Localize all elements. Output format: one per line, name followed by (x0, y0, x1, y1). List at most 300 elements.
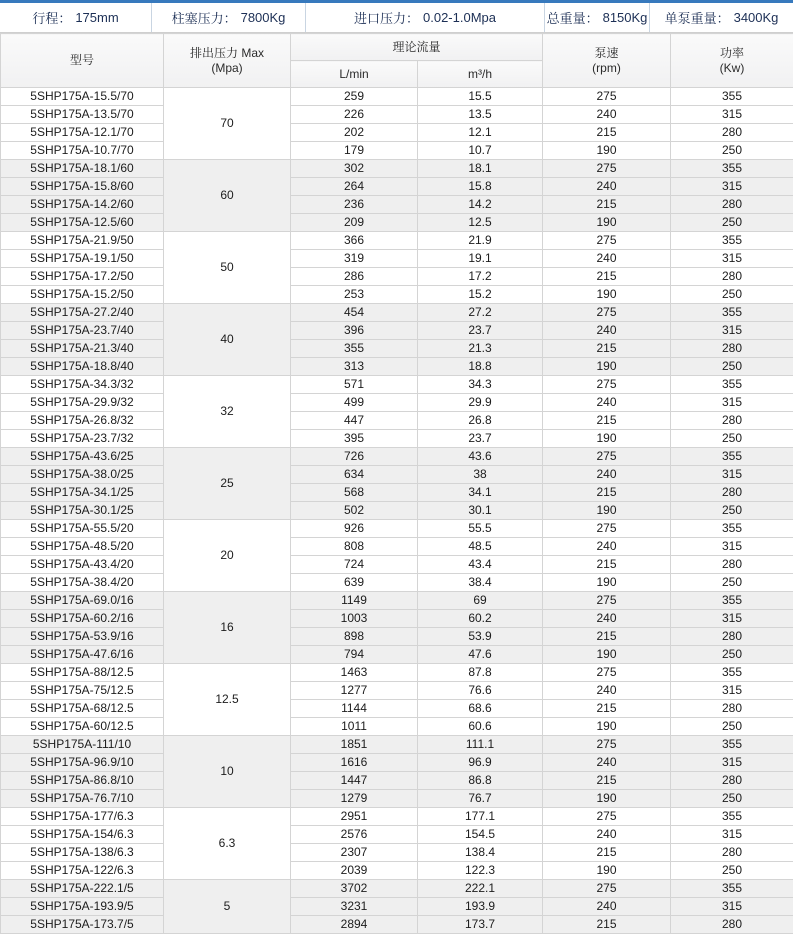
flow-lmin-cell: 396 (291, 322, 418, 340)
speed-cell: 190 (543, 646, 671, 664)
flow-m3h-cell: 154.5 (418, 826, 543, 844)
model-cell: 5SHP175A-38.4/20 (1, 574, 164, 592)
flow-lmin-cell: 1003 (291, 610, 418, 628)
model-cell: 5SHP175A-96.9/10 (1, 754, 164, 772)
speed-cell: 275 (543, 88, 671, 106)
flow-m3h-cell: 23.7 (418, 430, 543, 448)
speed-cell: 275 (543, 232, 671, 250)
model-cell: 5SHP175A-55.5/20 (1, 520, 164, 538)
flow-lmin-cell: 2576 (291, 826, 418, 844)
power-cell: 355 (671, 232, 793, 250)
power-cell: 280 (671, 340, 793, 358)
speed-cell: 240 (543, 610, 671, 628)
speed-cell: 240 (543, 394, 671, 412)
table-row (1, 628, 793, 646)
model-cell: 5SHP175A-69.0/16 (1, 592, 164, 610)
power-cell: 355 (671, 160, 793, 178)
flow-m3h-cell: 17.2 (418, 268, 543, 286)
flow-m3h-cell: 138.4 (418, 844, 543, 862)
col-header-line2: (rpm) (592, 60, 621, 75)
table-header (1, 34, 793, 88)
table-row (1, 448, 793, 466)
model-cell: 5SHP175A-68/12.5 (1, 700, 164, 718)
flow-m3h-cell: 48.5 (418, 538, 543, 556)
table-row (1, 88, 793, 106)
flow-lmin-cell: 355 (291, 340, 418, 358)
speed-cell: 215 (543, 844, 671, 862)
flow-m3h-cell: 34.1 (418, 484, 543, 502)
table-row (1, 862, 793, 880)
table-row (1, 214, 793, 232)
table-row (1, 268, 793, 286)
table-row (1, 610, 793, 628)
speed-cell: 215 (543, 628, 671, 646)
model-cell: 5SHP175A-47.6/16 (1, 646, 164, 664)
flow-m3h-cell: 38.4 (418, 574, 543, 592)
col-header-line1: 泵速 (594, 45, 619, 60)
flow-lmin-cell: 264 (291, 178, 418, 196)
power-cell: 315 (671, 826, 793, 844)
model-cell: 5SHP175A-13.5/70 (1, 106, 164, 124)
table-row (1, 484, 793, 502)
pressure-cell: 10 (164, 736, 291, 808)
flow-lmin-cell: 898 (291, 628, 418, 646)
power-cell: 315 (671, 610, 793, 628)
flow-m3h-cell: 26.8 (418, 412, 543, 430)
speed-cell: 240 (543, 466, 671, 484)
flow-lmin-cell: 236 (291, 196, 418, 214)
speed-cell: 240 (543, 898, 671, 916)
power-cell: 280 (671, 484, 793, 502)
flow-m3h-cell: 76.6 (418, 682, 543, 700)
info-item-plunger-pressure (152, 3, 306, 32)
col-header-discharge-pressure (164, 34, 291, 88)
flow-lmin-cell: 1144 (291, 700, 418, 718)
speed-cell: 215 (543, 340, 671, 358)
model-cell: 5SHP175A-19.1/50 (1, 250, 164, 268)
flow-m3h-cell: 68.6 (418, 700, 543, 718)
col-header-line1: 排出压力 Max (189, 45, 264, 60)
model-cell: 5SHP175A-60/12.5 (1, 718, 164, 736)
table-row (1, 322, 793, 340)
table-row (1, 754, 793, 772)
model-cell: 5SHP175A-26.8/32 (1, 412, 164, 430)
power-cell: 355 (671, 304, 793, 322)
model-cell: 5SHP175A-177/6.3 (1, 808, 164, 826)
table-row (1, 826, 793, 844)
power-cell: 355 (671, 664, 793, 682)
power-cell: 315 (671, 682, 793, 700)
power-cell: 250 (671, 574, 793, 592)
model-cell: 5SHP175A-21.9/50 (1, 232, 164, 250)
power-cell: 280 (671, 844, 793, 862)
speed-cell: 240 (543, 538, 671, 556)
power-cell: 315 (671, 322, 793, 340)
pump-spec-table (0, 33, 793, 934)
speed-cell: 240 (543, 826, 671, 844)
flow-lmin-cell: 1616 (291, 754, 418, 772)
speed-cell: 215 (543, 484, 671, 502)
power-cell: 315 (671, 538, 793, 556)
power-cell: 355 (671, 808, 793, 826)
flow-m3h-cell: 15.8 (418, 178, 543, 196)
flow-m3h-cell: 18.1 (418, 160, 543, 178)
info-label: 进口压力： (353, 11, 419, 26)
model-cell: 5SHP175A-30.1/25 (1, 502, 164, 520)
model-cell: 5SHP175A-222.1/5 (1, 880, 164, 898)
model-cell: 5SHP175A-43.6/25 (1, 448, 164, 466)
table-row (1, 106, 793, 124)
model-cell: 5SHP175A-86.8/10 (1, 772, 164, 790)
table-row (1, 340, 793, 358)
col-header-line1: 功率 (720, 45, 745, 60)
model-cell: 5SHP175A-27.2/40 (1, 304, 164, 322)
table-row (1, 664, 793, 682)
col-header-m3h: m³/h (418, 61, 543, 88)
power-cell: 315 (671, 178, 793, 196)
power-cell: 250 (671, 286, 793, 304)
col-header-pump-speed (543, 34, 671, 88)
power-cell: 315 (671, 394, 793, 412)
speed-cell: 215 (543, 412, 671, 430)
model-cell: 5SHP175A-15.8/60 (1, 178, 164, 196)
speed-cell: 240 (543, 682, 671, 700)
speed-cell: 275 (543, 304, 671, 322)
table-row (1, 916, 793, 934)
power-cell: 355 (671, 520, 793, 538)
table-row (1, 790, 793, 808)
table-row (1, 178, 793, 196)
model-cell: 5SHP175A-138/6.3 (1, 844, 164, 862)
power-cell: 280 (671, 124, 793, 142)
table-row (1, 646, 793, 664)
power-cell: 355 (671, 88, 793, 106)
speed-cell: 275 (543, 160, 671, 178)
speed-cell: 240 (543, 106, 671, 124)
info-label: 总重量： (546, 11, 599, 26)
info-label: 单泵重量： (664, 11, 730, 26)
flow-m3h-cell: 30.1 (418, 502, 543, 520)
model-cell: 5SHP175A-76.7/10 (1, 790, 164, 808)
flow-m3h-cell: 86.8 (418, 772, 543, 790)
power-cell: 280 (671, 628, 793, 646)
speed-cell: 190 (543, 502, 671, 520)
model-cell: 5SHP175A-12.5/60 (1, 214, 164, 232)
col-header-lmin: L/min (291, 61, 418, 88)
table-row (1, 682, 793, 700)
flow-m3h-cell: 18.8 (418, 358, 543, 376)
pressure-cell: 16 (164, 592, 291, 664)
speed-cell: 215 (543, 556, 671, 574)
power-cell: 280 (671, 412, 793, 430)
model-cell: 5SHP175A-48.5/20 (1, 538, 164, 556)
col-header-power (671, 34, 793, 88)
pressure-cell: 25 (164, 448, 291, 520)
flow-lmin-cell: 2307 (291, 844, 418, 862)
model-cell: 5SHP175A-88/12.5 (1, 664, 164, 682)
model-cell: 5SHP175A-17.2/50 (1, 268, 164, 286)
model-cell: 5SHP175A-29.9/32 (1, 394, 164, 412)
pressure-cell: 70 (164, 88, 291, 160)
model-cell: 5SHP175A-43.4/20 (1, 556, 164, 574)
model-cell: 5SHP175A-15.2/50 (1, 286, 164, 304)
flow-lmin-cell: 2039 (291, 862, 418, 880)
model-cell: 5SHP175A-12.1/70 (1, 124, 164, 142)
power-cell: 315 (671, 250, 793, 268)
speed-cell: 190 (543, 214, 671, 232)
table-row (1, 160, 793, 178)
table-row (1, 880, 793, 898)
power-cell: 280 (671, 916, 793, 934)
flow-lmin-cell: 2951 (291, 808, 418, 826)
table-row (1, 700, 793, 718)
flow-lmin-cell: 1447 (291, 772, 418, 790)
flow-lmin-cell: 794 (291, 646, 418, 664)
table-row (1, 592, 793, 610)
flow-lmin-cell: 395 (291, 430, 418, 448)
table-row (1, 232, 793, 250)
power-cell: 280 (671, 196, 793, 214)
flow-m3h-cell: 53.9 (418, 628, 543, 646)
flow-m3h-cell: 193.9 (418, 898, 543, 916)
speed-cell: 215 (543, 196, 671, 214)
model-cell: 5SHP175A-53.9/16 (1, 628, 164, 646)
power-cell: 250 (671, 862, 793, 880)
flow-m3h-cell: 23.7 (418, 322, 543, 340)
info-label: 行程： (32, 11, 72, 26)
power-cell: 315 (671, 106, 793, 124)
flow-lmin-cell: 808 (291, 538, 418, 556)
speed-cell: 190 (543, 862, 671, 880)
model-cell: 5SHP175A-10.7/70 (1, 142, 164, 160)
speed-cell: 215 (543, 772, 671, 790)
flow-lmin-cell: 1851 (291, 736, 418, 754)
col-header-theoretical-flow: 理论流量 (291, 34, 543, 61)
pressure-cell: 5 (164, 880, 291, 934)
flow-lmin-cell: 1279 (291, 790, 418, 808)
flow-m3h-cell: 111.1 (418, 736, 543, 754)
table-row (1, 718, 793, 736)
speed-cell: 190 (543, 790, 671, 808)
model-cell: 5SHP175A-34.1/25 (1, 484, 164, 502)
speed-cell: 240 (543, 178, 671, 196)
flow-lmin-cell: 1149 (291, 592, 418, 610)
flow-m3h-cell: 87.8 (418, 664, 543, 682)
flow-lmin-cell: 3702 (291, 880, 418, 898)
flow-m3h-cell: 19.1 (418, 250, 543, 268)
model-cell: 5SHP175A-15.5/70 (1, 88, 164, 106)
flow-m3h-cell: 12.1 (418, 124, 543, 142)
flow-m3h-cell: 10.7 (418, 142, 543, 160)
flow-lmin-cell: 319 (291, 250, 418, 268)
model-cell: 5SHP175A-23.7/40 (1, 322, 164, 340)
table-row (1, 772, 793, 790)
power-cell: 250 (671, 142, 793, 160)
speed-cell: 190 (543, 142, 671, 160)
pressure-cell: 60 (164, 160, 291, 232)
flow-lmin-cell: 724 (291, 556, 418, 574)
speed-cell: 190 (543, 430, 671, 448)
model-cell: 5SHP175A-21.3/40 (1, 340, 164, 358)
flow-m3h-cell: 69 (418, 592, 543, 610)
flow-m3h-cell: 177.1 (418, 808, 543, 826)
flow-lmin-cell: 3231 (291, 898, 418, 916)
flow-m3h-cell: 15.2 (418, 286, 543, 304)
pressure-cell: 50 (164, 232, 291, 304)
flow-m3h-cell: 122.3 (418, 862, 543, 880)
pressure-cell: 32 (164, 376, 291, 448)
flow-m3h-cell: 21.3 (418, 340, 543, 358)
power-cell: 250 (671, 646, 793, 664)
speed-cell: 190 (543, 718, 671, 736)
speed-cell: 275 (543, 448, 671, 466)
info-value: 7800Kg (240, 10, 286, 25)
info-value: 175mm (75, 10, 119, 25)
spec-info-bar (0, 0, 793, 33)
flow-m3h-cell: 60.6 (418, 718, 543, 736)
info-item-inlet-pressure (306, 3, 545, 32)
flow-m3h-cell: 96.9 (418, 754, 543, 772)
flow-m3h-cell: 43.6 (418, 448, 543, 466)
flow-lmin-cell: 1011 (291, 718, 418, 736)
flow-lmin-cell: 568 (291, 484, 418, 502)
info-value: 3400Kg (733, 10, 779, 25)
flow-lmin-cell: 366 (291, 232, 418, 250)
table-row (1, 412, 793, 430)
flow-lmin-cell: 259 (291, 88, 418, 106)
table-row (1, 286, 793, 304)
model-cell: 5SHP175A-111/10 (1, 736, 164, 754)
model-cell: 5SHP175A-193.9/5 (1, 898, 164, 916)
power-cell: 250 (671, 502, 793, 520)
speed-cell: 215 (543, 700, 671, 718)
flow-m3h-cell: 60.2 (418, 610, 543, 628)
pressure-cell: 20 (164, 520, 291, 592)
flow-lmin-cell: 726 (291, 448, 418, 466)
model-cell: 5SHP175A-122/6.3 (1, 862, 164, 880)
flow-m3h-cell: 29.9 (418, 394, 543, 412)
info-value: 8150Kg (602, 10, 648, 25)
flow-m3h-cell: 15.5 (418, 88, 543, 106)
power-cell: 250 (671, 358, 793, 376)
speed-cell: 275 (543, 520, 671, 538)
power-cell: 280 (671, 772, 793, 790)
power-cell: 355 (671, 448, 793, 466)
table-row (1, 574, 793, 592)
flow-m3h-cell: 21.9 (418, 232, 543, 250)
table-row (1, 520, 793, 538)
speed-cell: 275 (543, 736, 671, 754)
speed-cell: 215 (543, 916, 671, 934)
power-cell: 280 (671, 700, 793, 718)
flow-lmin-cell: 286 (291, 268, 418, 286)
model-cell: 5SHP175A-75/12.5 (1, 682, 164, 700)
power-cell: 250 (671, 430, 793, 448)
flow-m3h-cell: 27.2 (418, 304, 543, 322)
power-cell: 355 (671, 592, 793, 610)
flow-lmin-cell: 313 (291, 358, 418, 376)
power-cell: 315 (671, 466, 793, 484)
power-cell: 280 (671, 268, 793, 286)
flow-m3h-cell: 222.1 (418, 880, 543, 898)
flow-lmin-cell: 1463 (291, 664, 418, 682)
speed-cell: 275 (543, 664, 671, 682)
flow-lmin-cell: 1277 (291, 682, 418, 700)
table-row (1, 142, 793, 160)
table-row (1, 736, 793, 754)
speed-cell: 275 (543, 592, 671, 610)
flow-m3h-cell: 14.2 (418, 196, 543, 214)
flow-m3h-cell: 12.5 (418, 214, 543, 232)
pressure-cell: 12.5 (164, 664, 291, 736)
power-cell: 315 (671, 898, 793, 916)
power-cell: 355 (671, 880, 793, 898)
flow-m3h-cell: 55.5 (418, 520, 543, 538)
speed-cell: 240 (543, 250, 671, 268)
power-cell: 250 (671, 790, 793, 808)
pressure-cell: 6.3 (164, 808, 291, 880)
flow-lmin-cell: 253 (291, 286, 418, 304)
table-row (1, 124, 793, 142)
table-row (1, 430, 793, 448)
flow-lmin-cell: 226 (291, 106, 418, 124)
flow-m3h-cell: 76.7 (418, 790, 543, 808)
flow-lmin-cell: 502 (291, 502, 418, 520)
flow-m3h-cell: 13.5 (418, 106, 543, 124)
info-item-total-weight (545, 3, 650, 32)
power-cell: 280 (671, 556, 793, 574)
speed-cell: 190 (543, 358, 671, 376)
info-value: 0.02-1.0Mpa (423, 10, 496, 25)
power-cell: 250 (671, 214, 793, 232)
flow-lmin-cell: 2894 (291, 916, 418, 934)
model-cell: 5SHP175A-18.1/60 (1, 160, 164, 178)
speed-cell: 215 (543, 268, 671, 286)
model-cell: 5SHP175A-14.2/60 (1, 196, 164, 214)
speed-cell: 275 (543, 880, 671, 898)
power-cell: 315 (671, 754, 793, 772)
speed-cell: 275 (543, 808, 671, 826)
table-row (1, 196, 793, 214)
table-row (1, 376, 793, 394)
info-label: 柱塞压力： (171, 11, 237, 26)
model-cell: 5SHP175A-173.7/5 (1, 916, 164, 934)
flow-lmin-cell: 202 (291, 124, 418, 142)
pressure-cell: 40 (164, 304, 291, 376)
flow-lmin-cell: 447 (291, 412, 418, 430)
flow-lmin-cell: 179 (291, 142, 418, 160)
flow-m3h-cell: 38 (418, 466, 543, 484)
flow-m3h-cell: 47.6 (418, 646, 543, 664)
power-cell: 250 (671, 718, 793, 736)
model-cell: 5SHP175A-60.2/16 (1, 610, 164, 628)
flow-m3h-cell: 34.3 (418, 376, 543, 394)
table-row (1, 898, 793, 916)
col-header-line2: (Kw) (719, 60, 745, 75)
flow-lmin-cell: 454 (291, 304, 418, 322)
power-cell: 355 (671, 376, 793, 394)
speed-cell: 240 (543, 322, 671, 340)
speed-cell: 190 (543, 574, 671, 592)
model-cell: 5SHP175A-154/6.3 (1, 826, 164, 844)
model-cell: 5SHP175A-23.7/32 (1, 430, 164, 448)
col-header-model: 型号 (1, 34, 164, 88)
flow-lmin-cell: 926 (291, 520, 418, 538)
flow-lmin-cell: 571 (291, 376, 418, 394)
model-cell: 5SHP175A-38.0/25 (1, 466, 164, 484)
flow-lmin-cell: 634 (291, 466, 418, 484)
model-cell: 5SHP175A-34.3/32 (1, 376, 164, 394)
